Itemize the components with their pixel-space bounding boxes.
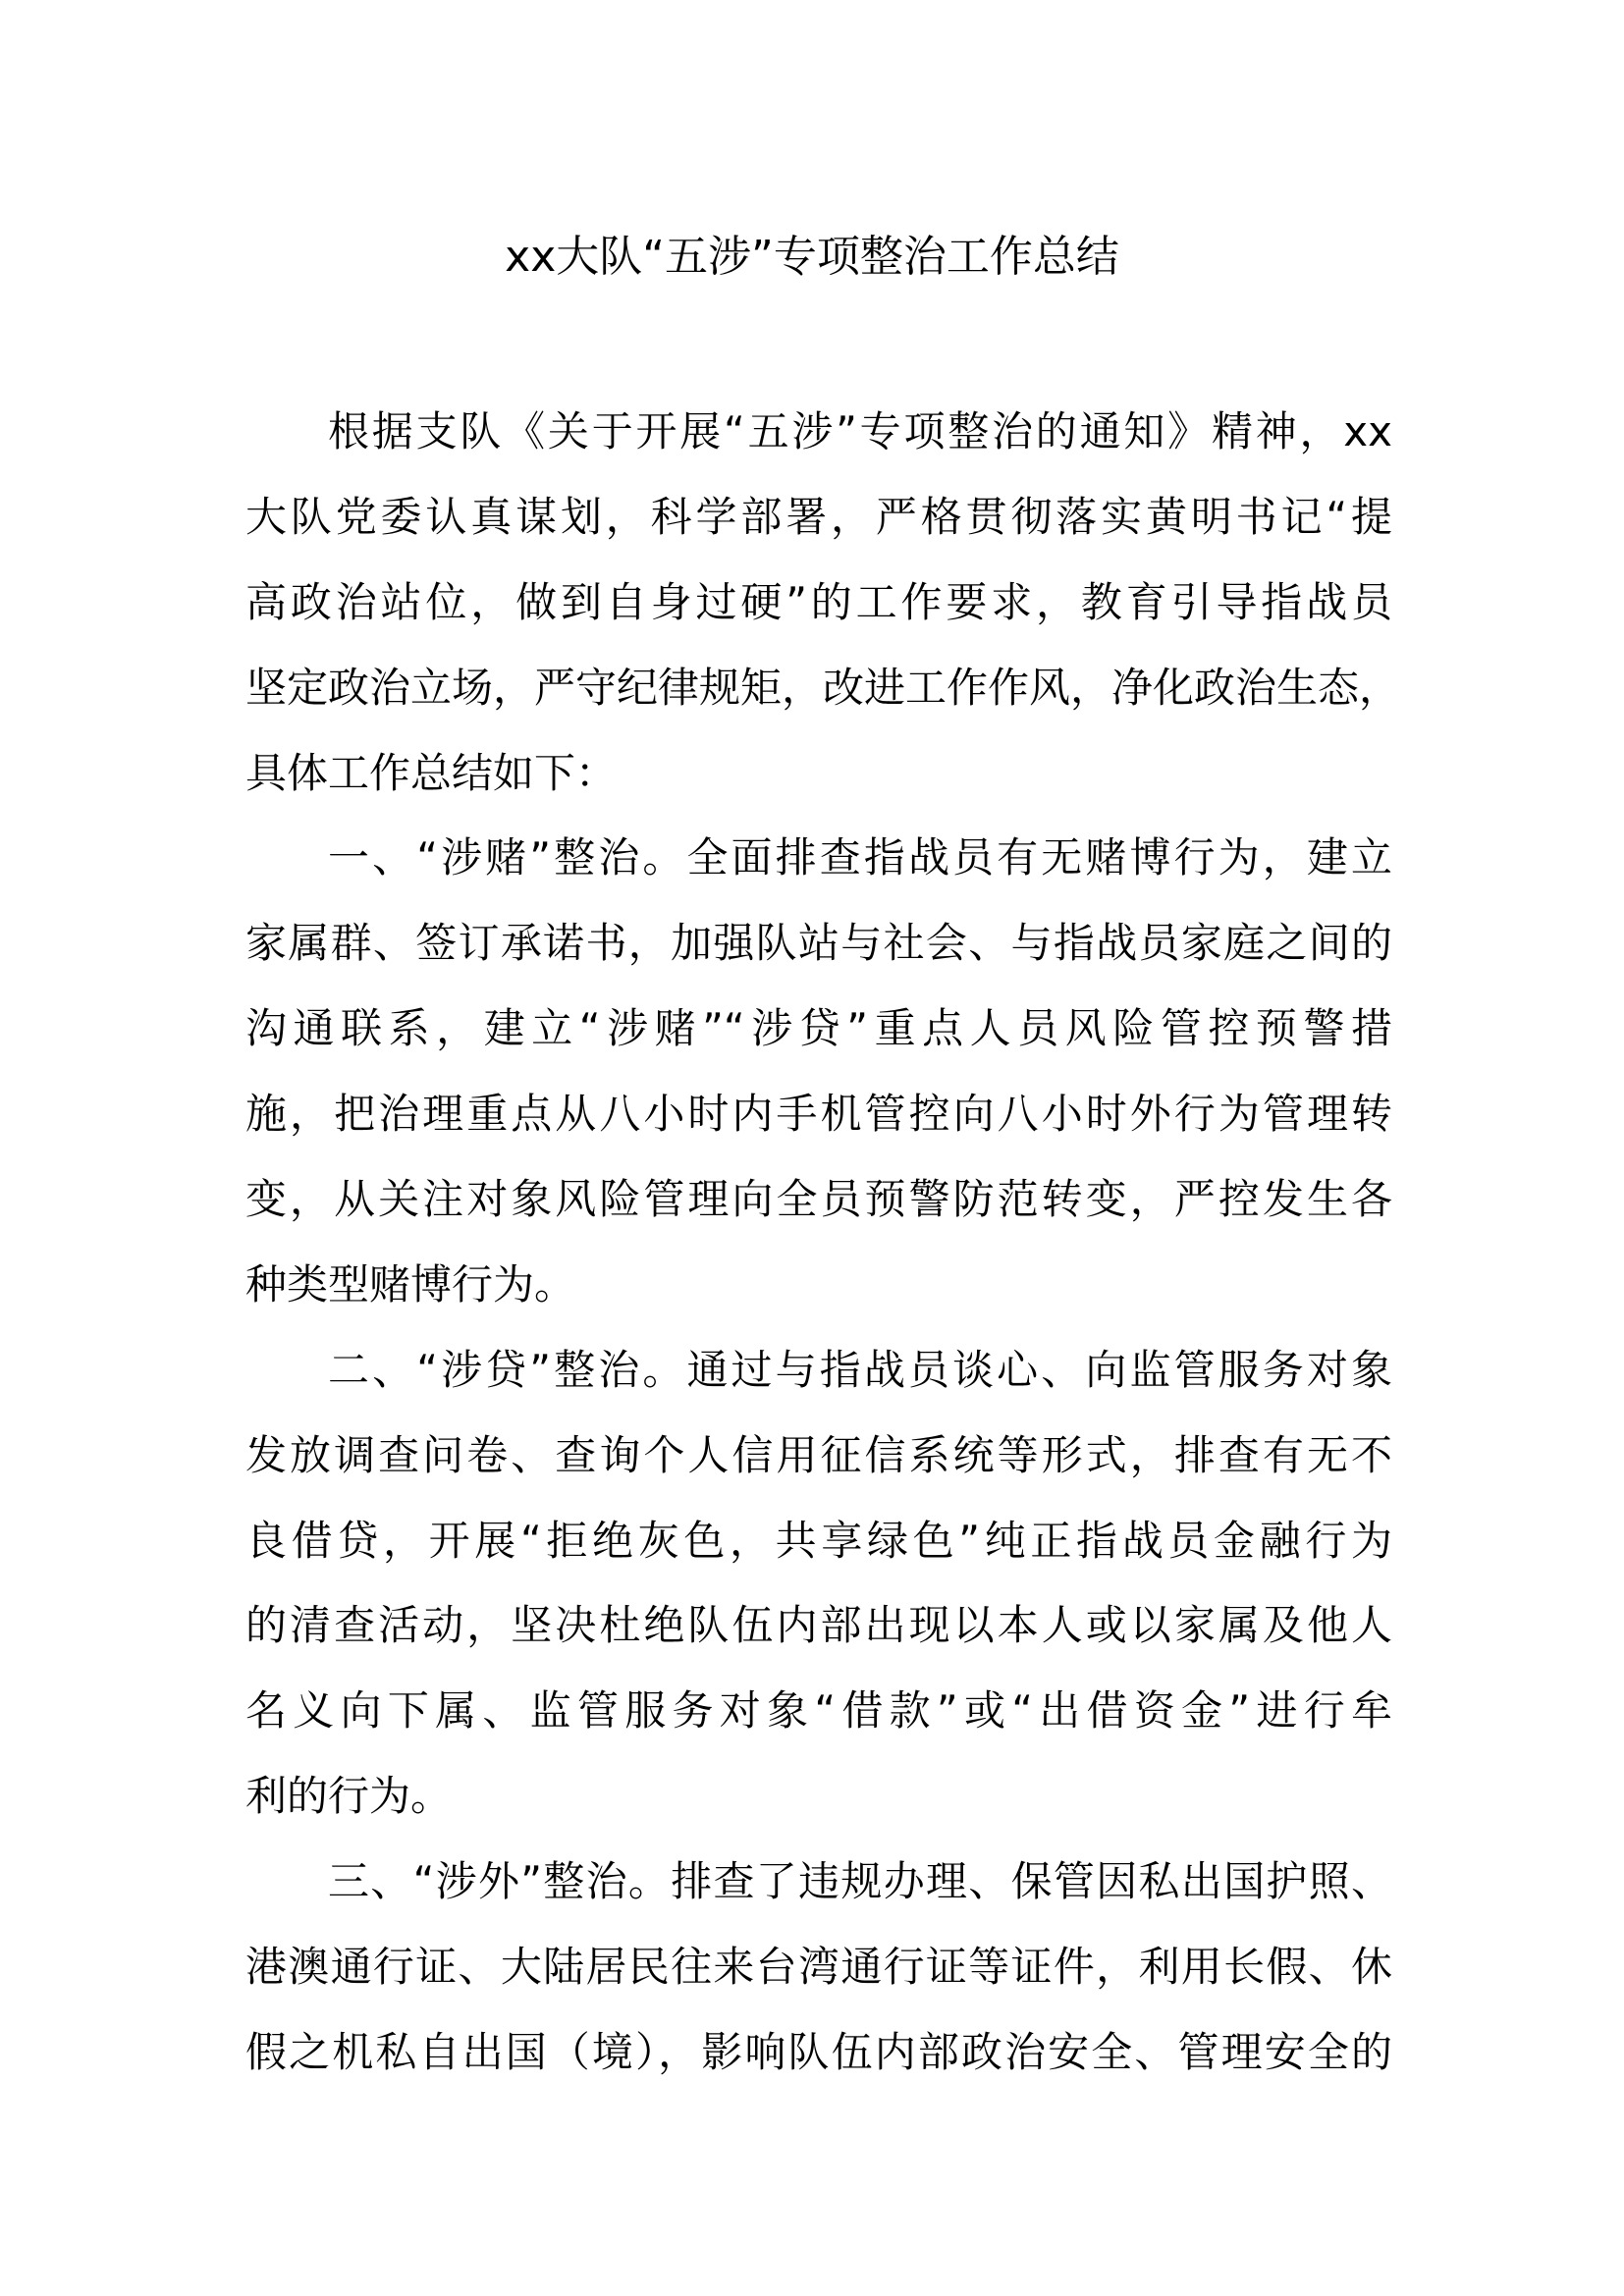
paragraph-loans <box>245 1328 1392 1840</box>
paragraph-intro <box>245 390 1401 816</box>
text-line: 二、“涉贷”整治。通过与指战员谈心、向监管服务对象 <box>328 1345 1392 1394</box>
text-line: 三、“涉外”整治。排查了违规办理、保管因私出国护照、 <box>328 1857 1392 1906</box>
paragraph-gambling <box>245 816 1392 1327</box>
text-line: 坚定政治立场，严守纪律规矩，改进工作作风，净化政治生态， <box>245 663 1401 712</box>
text-line: 一、“涉赌”整治。全面排查指战员有无赌博行为，建立 <box>328 833 1392 882</box>
text-line: 沟通联系，建立“涉赌”“涉贷”重点人员风险管控预警措 <box>245 1004 1392 1053</box>
text-line: 名义向下属、监管服务对象“借款”或“出借资金”进行牟 <box>245 1686 1392 1735</box>
text-line: 种类型赌博行为。 <box>245 1259 576 1308</box>
document-title: xx大队“五涉”专项整治工作总结 <box>505 232 1119 282</box>
text-line: 利的行为。 <box>245 1772 453 1821</box>
text-line: 变，从关注对象风险管理向全员预警防范转变，严控发生各 <box>245 1175 1392 1224</box>
text-line: 发放调查问卷、查询个人信用征信系统等形式，排查有无不 <box>245 1430 1392 1479</box>
text-line: 施，把治理重点从八小时内手机管控向八小时外行为管理转 <box>245 1090 1392 1139</box>
text-line: 良借贷，开展“拒绝灰色，共享绿色”纯正指战员金融行为 <box>245 1516 1392 1565</box>
paragraph-foreign <box>245 1840 1392 2096</box>
text-line: 具体工作总结如下： <box>245 748 618 797</box>
text-line: 高政治站位，做到自身过硬”的工作要求，教育引导指战员 <box>245 577 1392 626</box>
text-line: 家属群、签订承诺书，加强队站与社会、与指战员家庭之间的 <box>245 919 1392 968</box>
text-line: 的清查活动，坚决杜绝队伍内部出现以本人或以家属及他人 <box>245 1601 1392 1650</box>
text-line: 假之机私自出国（境），影响队伍内部政治安全、管理安全的 <box>245 2027 1392 2076</box>
text-line: 港澳通行证、大陆居民往来台湾通行证等证件，利用长假、休 <box>245 1943 1392 1992</box>
text-line: 根据支队《关于开展“五涉”专项整治的通知》精神，xx <box>328 407 1392 455</box>
text-line: 大队党委认真谋划，科学部署，严格贯彻落实黄明书记“提 <box>245 492 1392 541</box>
document-body <box>245 390 1401 2096</box>
